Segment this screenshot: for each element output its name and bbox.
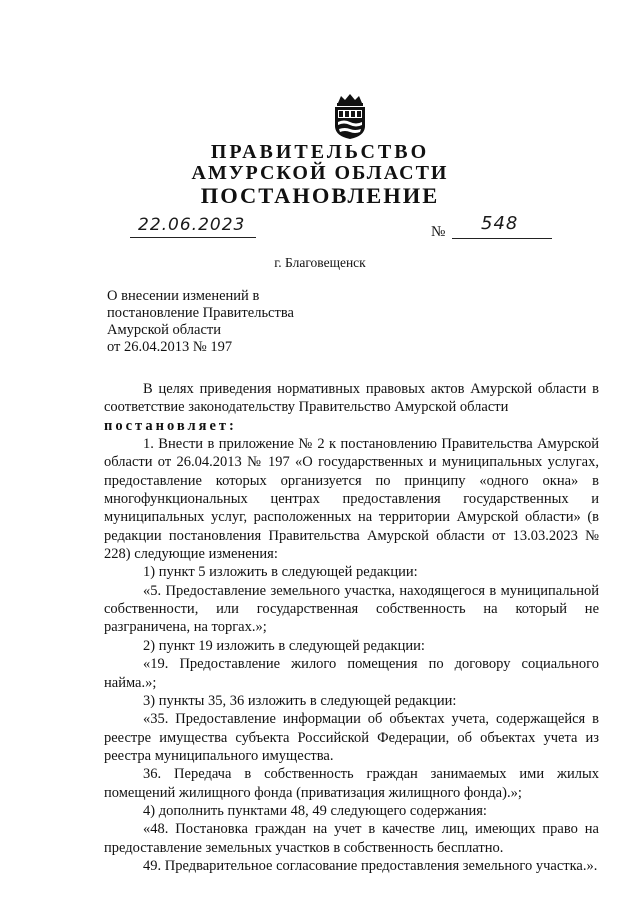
subject-line: постановление Правительства [107,305,294,321]
quoted-paragraph: «48. Постановка граждан на учет в качестве лиц, имеющих право на предоставление земельных участков в собственность бесплатно. [104,821,599,856]
document-subject [107,288,294,356]
number-sign: № [431,224,446,240]
subitem-paragraph: 1) пункт 5 изложить в следующей редакции: [143,564,418,581]
subitem-paragraph: 3) пункты 35, 36 изложить в следующей редакции: [143,692,457,709]
subject-line: О внесении изменений в [107,288,260,304]
quoted-paragraph: 36. Передача в собственность граждан занимаемых ими жилых помещений жилищного фонда (приватизация жилищного фонда).»; [104,766,599,801]
subitem-paragraph: 4) дополнить пунктами 48, 49 следующего содержания: [143,802,487,819]
region-title: АМУРСКОЙ ОБЛАСТИ [191,162,449,184]
document-type-title: ПОСТАНОВЛЕНИЕ [200,183,440,208]
item-1-paragraph: 1. Внести в приложение № 2 к постановлению Правительства Амурской области от 26.04.2013 № 197 «О государственных и муниципальных услугах, предоставление которых организуется по принципу «одного окна» в многофункциональных центрах предоставления государственных и муниципальных услуг, расположенных на территории Амурской области» (в редакции постановления Правительства Амурской области от 13.03.2023 № 228) следующие изменения: [104,436,599,563]
resolves-word: постановляет: [104,417,237,434]
preamble-paragraph: В целях приведения нормативных правовых актов Амурской области в соответствие законодательству Правительство Амурской области [104,381,599,416]
document-date: 22.06.2023 [138,215,246,235]
subject-line: от 26.04.2013 № 197 [107,339,233,355]
quoted-paragraph: «5. Предоставление земельного участка, находящегося в муниципальной собственности, или государственная собственность на который не разграничена, на торгах.»; [104,582,599,636]
quoted-paragraph: 49. Предварительное согласование предоставления земельного участка.». [143,857,598,874]
government-title: ПРАВИТЕЛЬСТВО [210,141,430,163]
city-label: г. Благовещенск [274,255,366,270]
quoted-paragraph: «35. Предоставление информации об объектах учета, содержащейся в реестре имущества субъекта Российской Федерации, об объектах учета из реестра муниципального имущества. [104,711,599,764]
quoted-paragraph: «19. Предоставление жилого помещения по договору социального найма.»; [104,656,599,691]
subject-line: Амурской области [107,322,221,338]
amur-region-coat-of-arms-icon [329,94,371,140]
resolves-line [104,417,599,435]
document-number: 548 [481,213,519,234]
subitem-paragraph: 2) пункт 19 изложить в следующей редакции: [143,637,425,654]
document-body [104,380,599,875]
